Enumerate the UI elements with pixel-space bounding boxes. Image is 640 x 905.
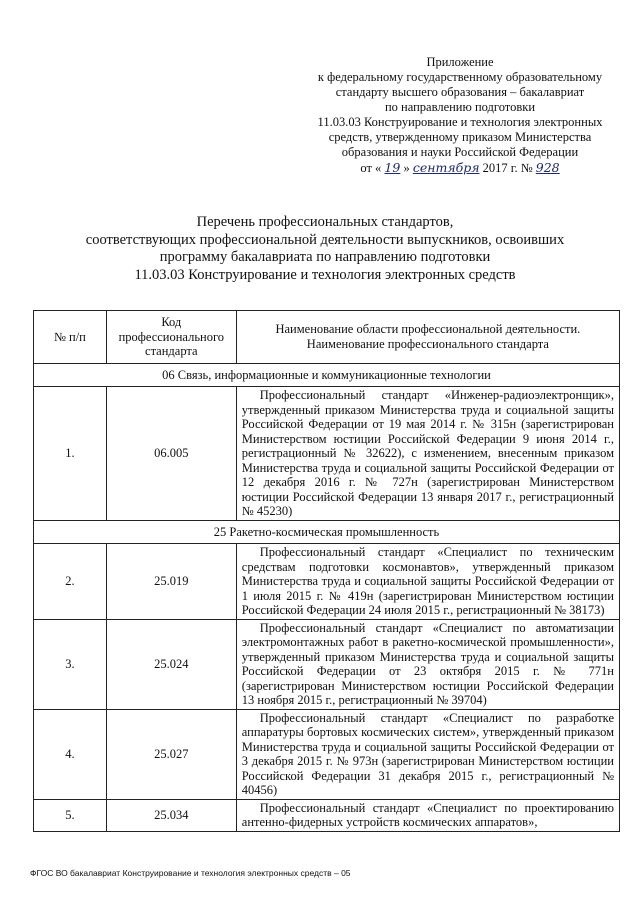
section-row [34, 363, 620, 387]
header-line: средств, утвержденному приказом Министерства [328, 130, 592, 144]
table-header-row [34, 311, 620, 364]
row-desc: Профессиональный стандарт «Специалист по автоматизации электромонтажных работ в ракетно-космической промышленности», утвержденный приказом Министерства труда и социальной защиты Российской Федерации от 23 октября 2015 г. № 771н (зарегистрирован Министерством юстиции Российской Федерации 13 ноября 2015 г., регистрационный № 39704) [236, 619, 619, 709]
date-mid: » [403, 161, 410, 175]
table-row [34, 387, 620, 521]
table-row [34, 709, 620, 799]
row-desc: Профессиональный стандарт «Инженер-радиоэлектронщик», утвержденный приказом Министерства труда и социальной защиты Российской Федерации от 19 мая 2014 г. № 315н (зарегистрирован Министерством юстиции Российской Федерации 9 июня 2014 г., регистрационный № 32622), с изменением, внесенным приказом Министерства труда и социальной защиты Российской Федерации от 12 декабря 2016 г. № 727н (зарегистрирован Министерством юстиции Российской Федерации 13 января 2017 г., регистрационный № 45230) [236, 387, 619, 521]
date-suffix: 2017 г. № [482, 161, 533, 175]
table-row [34, 544, 620, 620]
title-line: 11.03.03 Конструирование и технология электронных средств [134, 266, 516, 283]
title-line: программу бакалавриата по направлению подготовки [159, 249, 491, 265]
date-day: 19 [384, 160, 401, 175]
table-row [34, 619, 620, 709]
row-num: 3. [34, 619, 107, 709]
appendix-header [300, 55, 620, 176]
section-title: 25 Ракетно-космическая промышленность [34, 520, 620, 544]
header-name-line1: Наименование области профессиональной деятельности. [275, 322, 581, 337]
header-num: № п/п [34, 311, 107, 364]
header-name-line2: Наименование профессионального стандарта [306, 336, 549, 351]
row-num: 1. [34, 387, 107, 521]
order-date-line [300, 160, 620, 176]
header-code: Код профессионального стандарта [106, 311, 236, 364]
header-line: образования и науки Российской Федерации [341, 145, 579, 159]
row-code: 25.024 [106, 619, 236, 709]
row-desc: Профессиональный стандарт «Специалист по техническим средствам подготовки космонавтов», утвержденный приказом Министерства труда и социальной защиты Российской Федерации от 1 июля 2015 г. № 419н (зарегистрирован Министерством юстиции Российской Федерации 24 июля 2015 г., регистрационный № 38173) [236, 544, 619, 620]
section-title: 06 Связь, информационные и коммуникационные технологии [34, 363, 620, 387]
row-desc: Профессиональный стандарт «Специалист по проектированию антенно-фидерных устройств космических аппаратов», [236, 799, 619, 831]
document-title [40, 214, 610, 284]
date-prefix: от « [360, 161, 382, 175]
row-code: 06.005 [106, 387, 236, 521]
row-code: 25.019 [106, 544, 236, 620]
row-code: 25.027 [106, 709, 236, 799]
row-num: 5. [34, 799, 107, 831]
section-row [34, 520, 620, 544]
order-number: 928 [535, 160, 560, 175]
table-row [34, 799, 620, 831]
header-line: Приложение [426, 55, 494, 69]
header-line: к федеральному государственному образовательному [317, 70, 603, 84]
row-num: 2. [34, 544, 107, 620]
page-footer: ФГОС ВО бакалавриат Конструирование и технология электронных средств – 05 [30, 868, 351, 878]
header-name [236, 311, 619, 364]
row-desc: Профессиональный стандарт «Специалист по разработке аппаратуры бортовых космических систем», утвержденный приказом Министерства труда и социальной защиты Российской Федерации от 3 декабря 2015 г. № 973н (зарегистрирован Министерством юстиции Российской Федерации 31 декабря 2015 г., регистрационный № 40456) [236, 709, 619, 799]
header-line: 11.03.03 Конструирование и технология электронных [317, 115, 603, 129]
row-num: 4. [34, 709, 107, 799]
title-line: Перечень профессиональных стандартов, [196, 214, 454, 230]
standards-table [33, 310, 620, 832]
title-line: соответствующих профессиональной деятельности выпускников, освоивших [85, 231, 565, 248]
header-line: стандарту высшего образования – бакалавриат [335, 85, 585, 99]
date-month: сентября [412, 160, 480, 175]
row-code: 25.034 [106, 799, 236, 831]
header-line: по направлению подготовки [384, 100, 536, 114]
